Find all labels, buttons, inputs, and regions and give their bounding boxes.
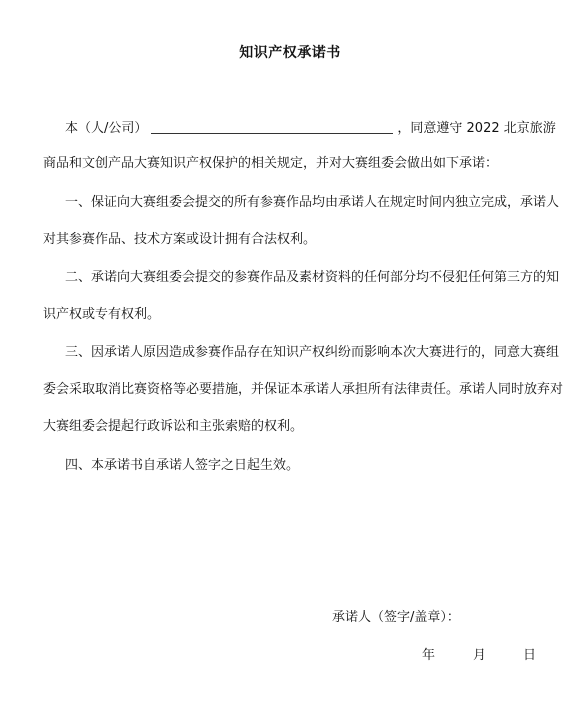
signature-label: 承诺人（签字/盖章）： [332,610,460,625]
date-month-label: 月 [473,648,487,663]
intro-suffix: ，同意遵守 2022 北京旅游 [397,121,556,136]
clause-2-line-2: 识产权或专有权利。 [43,307,161,322]
clause-1-line-1: 一、保证向大赛组委会提交的所有参赛作品均由承诺人在规定时间内独立完成，承诺人 [65,195,560,210]
date-year-label: 年 [422,648,436,663]
intro-prefix: 本（人/公司） [65,121,148,136]
clause-3-line-3: 大赛组委会提起行政诉讼和主张索赔的权利。 [43,419,304,434]
clause-2-line-1: 二、承诺向大赛组委会提交的参赛作品及素材资料的任何部分均不侵犯任何第三方的知 [65,270,560,285]
clause-4-line-1: 四、本承诺书自承诺人签字之日起生效。 [65,458,300,473]
clause-1-line-2: 对其参赛作品、技术方案或设计拥有合法权利。 [43,232,317,247]
document-title: 知识产权承诺书 [239,45,341,61]
intro-line-1 [65,119,556,138]
clause-3-line-2: 委会采取取消比赛资格等必要措施，并保证本承诺人承担所有法律责任。承诺人同时放弃对 [43,382,564,397]
intro-line-2: 商品和文创产品大赛知识产权保护的相关规定，并对大赛组委会做出如下承诺： [43,156,499,171]
name-blank-line[interactable] [151,119,393,134]
clause-3-line-1: 三、因承诺人原因造成参赛作品存在知识产权纠纷而影响本次大赛进行的，同意大赛组 [65,345,560,360]
date-day-label: 日 [523,648,537,663]
